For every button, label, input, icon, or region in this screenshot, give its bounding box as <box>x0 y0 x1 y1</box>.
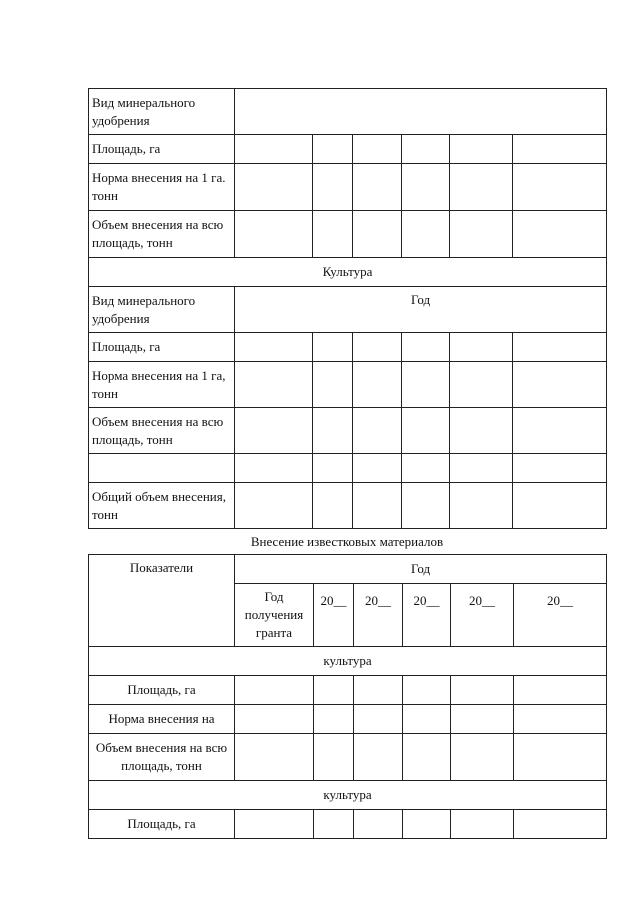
table-cell[interactable] <box>513 408 607 454</box>
table-cell[interactable] <box>451 810 514 839</box>
blank-label[interactable] <box>89 454 235 483</box>
table-cell[interactable] <box>513 454 607 483</box>
table-cell[interactable] <box>403 734 451 781</box>
year-header: Год <box>235 555 607 584</box>
year-cell[interactable]: 20__ <box>403 584 451 647</box>
table-cell[interactable] <box>402 362 450 408</box>
fertilizer-type-cell[interactable] <box>235 89 607 135</box>
table-cell[interactable] <box>403 705 451 734</box>
table-cell[interactable] <box>235 483 313 529</box>
table-cell[interactable] <box>313 408 353 454</box>
table-row <box>89 454 607 483</box>
area-label: Площадь, га <box>89 676 235 705</box>
table-cell[interactable] <box>353 135 402 164</box>
table-cell[interactable] <box>313 135 353 164</box>
culture-header: культура <box>89 647 607 676</box>
table-cell[interactable] <box>513 483 607 529</box>
year-cell[interactable]: 20__ <box>514 584 607 647</box>
table-cell[interactable] <box>313 454 353 483</box>
fertilizer-type-label: Вид минерального удобрения <box>89 89 235 135</box>
table-cell[interactable] <box>450 135 513 164</box>
table-row <box>89 164 607 211</box>
rate-label: Норма внесения на 1 га, тонн <box>89 362 235 408</box>
table-cell[interactable] <box>354 676 403 705</box>
table-cell[interactable] <box>235 408 313 454</box>
table-cell[interactable] <box>514 734 607 781</box>
table-cell[interactable] <box>513 333 607 362</box>
table-cell[interactable] <box>235 734 314 781</box>
table-cell[interactable] <box>353 333 402 362</box>
table-cell[interactable] <box>313 333 353 362</box>
culture-header: культура <box>89 781 607 810</box>
table-cell[interactable] <box>354 734 403 781</box>
table-cell[interactable] <box>450 164 513 211</box>
table-row <box>89 555 607 584</box>
table-cell[interactable] <box>450 454 513 483</box>
table-row <box>89 89 607 135</box>
table-cell[interactable] <box>235 135 313 164</box>
table-cell[interactable] <box>353 408 402 454</box>
table-row <box>89 705 607 734</box>
table-cell[interactable] <box>235 362 313 408</box>
table-cell[interactable] <box>451 734 514 781</box>
table-row <box>89 647 607 676</box>
table-cell[interactable] <box>402 211 450 258</box>
table-cell[interactable] <box>314 705 354 734</box>
table-cell[interactable] <box>451 705 514 734</box>
table-cell[interactable] <box>235 454 313 483</box>
table-cell[interactable] <box>313 483 353 529</box>
year-header: Год <box>235 287 607 333</box>
table-cell[interactable] <box>402 333 450 362</box>
table-row <box>89 676 607 705</box>
total-volume-label: Общий объем внесения, тонн <box>89 483 235 529</box>
culture-header: Культура <box>89 258 607 287</box>
table-cell[interactable] <box>314 810 354 839</box>
table-cell[interactable] <box>314 676 354 705</box>
table-cell[interactable] <box>314 734 354 781</box>
table-cell[interactable] <box>450 211 513 258</box>
table-cell[interactable] <box>353 164 402 211</box>
table-cell[interactable] <box>450 333 513 362</box>
table-cell[interactable] <box>403 810 451 839</box>
table-cell[interactable] <box>235 676 314 705</box>
area-label: Площадь, га <box>89 810 235 839</box>
table-cell[interactable] <box>353 454 402 483</box>
table-cell[interactable] <box>403 676 451 705</box>
table-row <box>89 258 607 287</box>
table-cell[interactable] <box>514 705 607 734</box>
table-cell[interactable] <box>513 135 607 164</box>
table-row <box>89 734 607 781</box>
table-cell[interactable] <box>450 408 513 454</box>
table-row <box>89 408 607 454</box>
table-cell[interactable] <box>402 483 450 529</box>
table-cell[interactable] <box>235 810 314 839</box>
table-cell[interactable] <box>235 211 313 258</box>
table-cell[interactable] <box>402 408 450 454</box>
table-cell[interactable] <box>402 135 450 164</box>
table-row <box>89 333 607 362</box>
table-cell[interactable] <box>353 483 402 529</box>
table-cell[interactable] <box>514 810 607 839</box>
table-cell[interactable] <box>513 211 607 258</box>
table-cell[interactable] <box>313 362 353 408</box>
table-cell[interactable] <box>313 164 353 211</box>
table-cell[interactable] <box>235 705 314 734</box>
table-cell[interactable] <box>235 164 313 211</box>
year-cell[interactable]: 20__ <box>354 584 403 647</box>
table-cell[interactable] <box>450 362 513 408</box>
table-cell[interactable] <box>451 676 514 705</box>
table-cell[interactable] <box>354 810 403 839</box>
table-row <box>89 483 607 529</box>
table-cell[interactable] <box>354 705 403 734</box>
volume-label: Объем внесения на всю площадь, тонн <box>89 734 235 781</box>
lime-section-title: Внесение известковых материалов <box>250 534 444 549</box>
rate-label: Норма внесения на 1 га. тонн <box>89 164 235 211</box>
table-cell[interactable] <box>353 362 402 408</box>
table-cell[interactable] <box>514 676 607 705</box>
grant-year-label: Год получения гранта <box>235 584 314 647</box>
table-row <box>89 211 607 258</box>
table-cell[interactable] <box>353 211 402 258</box>
fertilizer-table <box>88 88 607 529</box>
table-row <box>89 781 607 810</box>
table-cell[interactable] <box>402 454 450 483</box>
year-cell[interactable]: 20__ <box>314 584 354 647</box>
table-row <box>89 135 607 164</box>
table-cell[interactable] <box>513 362 607 408</box>
area-label: Площадь, га <box>89 135 235 164</box>
table-cell[interactable] <box>450 483 513 529</box>
table-row <box>89 362 607 408</box>
indicators-header: Показатели <box>89 555 235 647</box>
table-cell[interactable] <box>513 164 607 211</box>
table-row <box>89 810 607 839</box>
table-cell[interactable] <box>313 211 353 258</box>
table-cell[interactable] <box>235 333 313 362</box>
rate-label: Норма внесения на <box>89 705 235 734</box>
volume-label: Объем внесения на всю площадь, тонн <box>89 211 235 258</box>
lime-table <box>88 554 607 839</box>
table-cell[interactable] <box>402 164 450 211</box>
year-cell[interactable]: 20__ <box>451 584 514 647</box>
fertilizer-type-label: Вид минерального удобрения <box>89 287 235 333</box>
volume-label: Объем внесения на всю площадь, тонн <box>89 408 235 454</box>
area-label: Площадь, га <box>89 333 235 362</box>
table-row <box>89 287 607 333</box>
